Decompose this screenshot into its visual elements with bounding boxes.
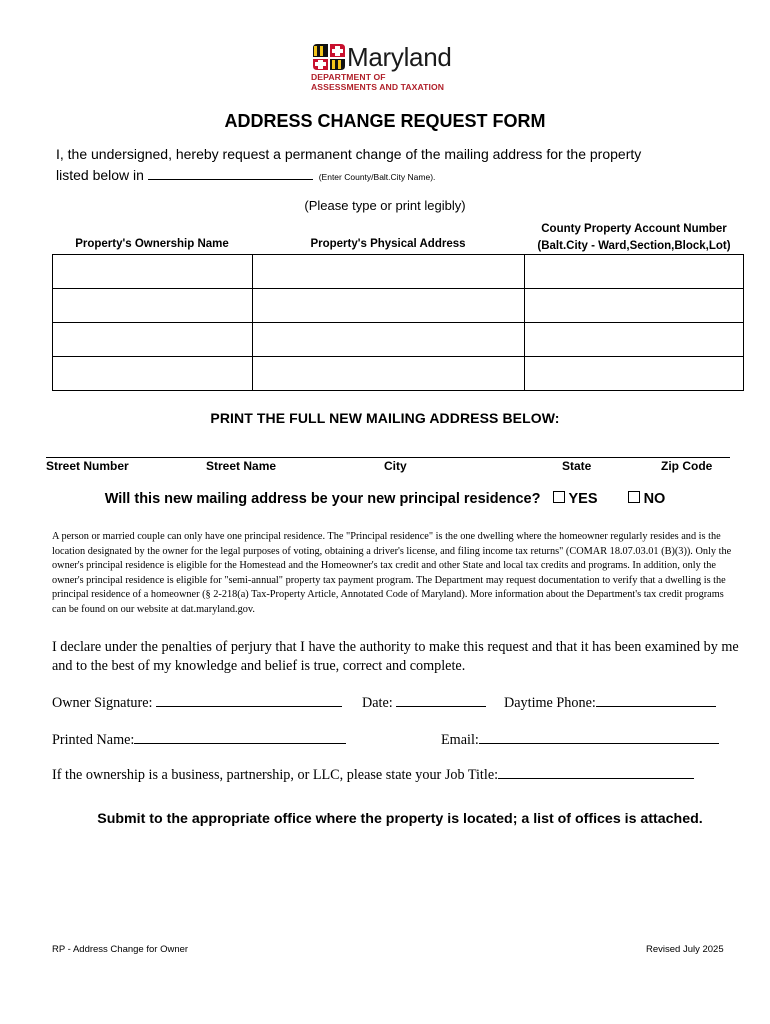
job-title-row	[52, 764, 694, 784]
logo-department	[311, 73, 444, 92]
label-street-name: Street Name	[206, 459, 277, 473]
table-row	[53, 255, 744, 289]
owner-signature-label: Owner Signature:	[52, 695, 153, 711]
intro-line-1: I, the undersigned, hereby request a permanent change of the mailing address for the property	[56, 146, 642, 162]
footer-form-id: RP - Address Change for Owner	[52, 944, 189, 955]
date-field[interactable]	[396, 692, 486, 707]
principal-question-text: Will this new mailing address be your new principal residence?	[104, 491, 541, 507]
no-label: NO	[643, 491, 666, 507]
account-number-cell[interactable]	[525, 323, 744, 357]
header-ownership-name: Property's Ownership Name	[75, 238, 229, 250]
table-row	[53, 357, 744, 391]
header-account-line2: (Balt.City - Ward,Section,Block,Lot)	[537, 240, 731, 252]
property-table	[52, 254, 744, 391]
logo-dept-line1: DEPARTMENT OF	[311, 72, 386, 82]
daytime-phone-row	[504, 692, 716, 712]
ownership-name-cell[interactable]	[53, 255, 253, 289]
account-number-cell[interactable]	[525, 289, 744, 323]
label-zip-code: Zip Code	[661, 459, 713, 473]
form-title: ADDRESS CHANGE REQUEST FORM	[224, 111, 546, 131]
label-state: State	[562, 459, 592, 473]
ownership-name-cell[interactable]	[53, 289, 253, 323]
perjury-declaration: I declare under the penalties of perjury that I have the authority to make this request and that it has been examined by me and to the best of my knowledge and belief is true, correct and complete.	[52, 639, 739, 674]
date-label: Date:	[362, 695, 393, 711]
ownership-name-cell[interactable]	[53, 323, 253, 357]
label-city: City	[384, 459, 407, 473]
ownership-name-cell[interactable]	[53, 357, 253, 391]
physical-address-cell[interactable]	[253, 289, 525, 323]
table-row	[53, 323, 744, 357]
email-label: Email:	[441, 732, 479, 748]
printed-name-row	[52, 729, 346, 749]
principal-residence-definition: A person or married couple can only have one principal residence. The "Principal residence" is the one dwelling where the homeowner regularly resides and is the location designated by the owner for the legal purposes of voting, obtaining a driver's license, and filing income tax returns" (COMAR 18.07.03.01 (B)(3)). Only the owner's principal residence is eligible for the Homestead and the Homeowner's tax credit and other State and local tax credits and programs. In addition, only the owner's principal residence is eligible for "semi-annual" property tax payment program. The Department may request documentation to verify that a dwelling is the principal residence of a homeowner (§ 2-218(a) Tax-Property Article, Annotated Code of Maryland). More information about the Department's tax credit programs can be found on our website at dat.maryland.gov.	[52, 531, 732, 615]
date-row	[362, 692, 486, 712]
header-physical-address: Property's Physical Address	[310, 238, 466, 250]
header-account-number	[524, 221, 744, 255]
logo-brand: Maryland	[347, 42, 452, 72]
principal-residence-question	[0, 491, 770, 507]
job-title-label: If the ownership is a business, partnership, or LLC, please state your Job Title:	[52, 767, 499, 783]
new-address-field[interactable]	[46, 457, 730, 458]
email-field[interactable]	[479, 729, 719, 744]
no-checkbox[interactable]	[628, 491, 640, 503]
county-note: (Enter County/Balt.City Name).	[318, 172, 436, 182]
owner-signature-row	[52, 692, 342, 712]
logo-dept-line2: ASSESSMENTS AND TAXATION	[311, 81, 445, 92]
physical-address-cell[interactable]	[253, 255, 525, 289]
intro-prefix: listed below in	[56, 167, 144, 183]
account-number-cell[interactable]	[525, 357, 744, 391]
email-row	[441, 729, 719, 749]
maryland-logo	[311, 40, 471, 96]
job-title-field[interactable]	[498, 764, 694, 779]
yes-label: YES	[568, 491, 598, 507]
table-row	[53, 289, 744, 323]
owner-signature-field[interactable]	[156, 692, 342, 707]
footer-revised-date: Revised July 2025	[646, 944, 724, 955]
submit-instructions: Submit to the appropriate office where the property is located; a list of offices is attached.	[97, 811, 703, 827]
daytime-phone-label: Daytime Phone:	[504, 695, 596, 711]
printed-name-field[interactable]	[134, 729, 346, 744]
daytime-phone-field[interactable]	[596, 692, 716, 707]
legibly-note: (Please type or print legibly)	[304, 198, 466, 213]
maryland-flag-icon	[311, 42, 347, 72]
label-street-number: Street Number	[46, 459, 129, 473]
physical-address-cell[interactable]	[253, 357, 525, 391]
header-account-line1: County Property Account Number	[541, 223, 727, 235]
printed-name-label: Printed Name:	[52, 732, 135, 748]
new-address-heading: PRINT THE FULL NEW MAILING ADDRESS BELOW:	[210, 410, 560, 426]
county-name-field[interactable]	[148, 166, 313, 180]
account-number-cell[interactable]	[525, 255, 744, 289]
intro-line-2	[56, 166, 435, 183]
physical-address-cell[interactable]	[253, 323, 525, 357]
yes-checkbox[interactable]	[553, 491, 565, 503]
